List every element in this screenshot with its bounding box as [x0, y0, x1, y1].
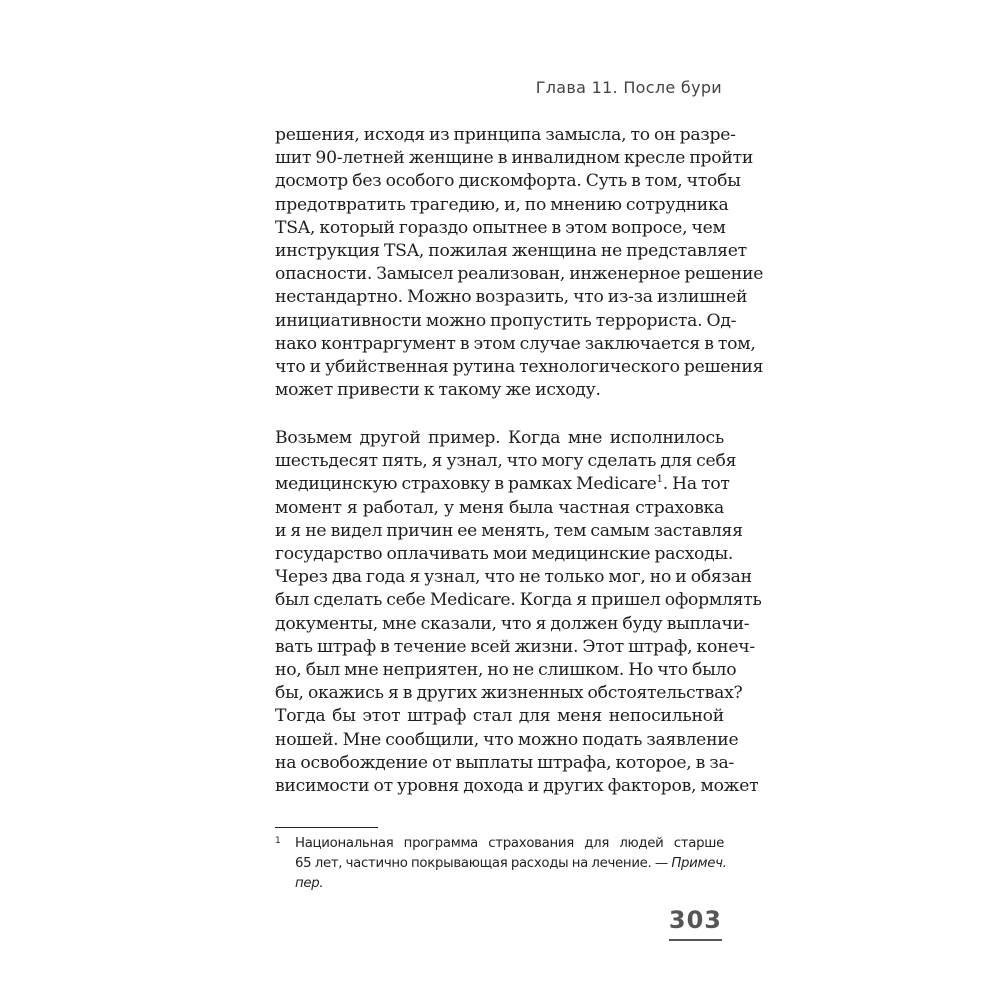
paragraph-line: решения, исходя из принципа замысла, то он разре-	[275, 125, 736, 145]
paragraph-line: инициативности можно пропустить террориста. Од-	[275, 310, 737, 331]
paragraph-line: нако контраргумент в этом случае заключается в том,	[275, 333, 756, 354]
paragraph-line: документы, мне сказали, что я должен буду выплачи-	[275, 613, 750, 634]
footnote-line: Национальная программа страхования для людей старше	[295, 836, 724, 851]
paragraph-line: и я не видел причин ее менять, тем самым заставляя	[275, 520, 743, 541]
footnote-line-with-note	[295, 854, 727, 874]
paragraph-line: Тогда бы этот штраф стал для меня непосильной	[275, 706, 724, 727]
paragraph-line-tail: . На тот	[662, 474, 730, 495]
paragraph-line: момент я работал, у меня была частная страховка	[275, 497, 724, 518]
paragraph-line: Через два года я узнал, что не только мог, но и обязан	[275, 567, 752, 588]
footnote-line	[295, 874, 724, 894]
paragraph-line: предотвратить трагедию, и, по мнению сотрудника	[275, 194, 729, 215]
paragraph-line: нестандартно. Можно возразить, что из-за излишней	[275, 287, 748, 308]
footnote-divider	[275, 827, 378, 828]
paragraph-line: на освобождение от выплаты штрафа, которое, в за-	[275, 752, 734, 773]
paragraph-line: шестьдесят пять, я узнал, что могу сделать для себя	[275, 451, 737, 472]
paragraph-line: был сделать себе Medicare. Когда я пришел оформлять	[275, 590, 762, 611]
paragraph-line: TSA, который гораздо опытнее в этом вопросе, чем	[275, 217, 726, 238]
page-number: 303	[669, 906, 722, 941]
paragraph-line-with-footnote	[275, 473, 730, 496]
paragraph-line: висимости от уровня дохода и других факторов, может	[275, 776, 759, 797]
paragraph-line: вать штраф в течение всей жизни. Этот штраф, конеч-	[275, 636, 755, 657]
footnote-marker: 1	[275, 836, 281, 846]
paragraph-line: Возьмем другой пример. Когда мне исполнилось	[275, 428, 724, 448]
paragraph-line: шит 90-летней женщине в инвалидном кресле пройти	[275, 148, 754, 169]
paragraph-line-text: медицинскую страховку в рамках Medicare	[275, 474, 657, 495]
footnote-reference: 1	[656, 474, 663, 486]
paragraph-line: но, был мне неприятен, но не слишком. Но что было	[275, 660, 737, 681]
running-head: Глава 11. После бури	[535, 78, 722, 97]
paragraph-line: что и убийственная рутина технологического решения	[275, 357, 764, 378]
footnote-body	[295, 834, 727, 894]
paragraph-line: государство оплачивать мои медицинские расходы.	[275, 544, 734, 565]
paragraph-line: ношей. Мне сообщили, что можно подать заявление	[275, 729, 739, 750]
paragraph-2	[275, 427, 762, 798]
footnote-line-text: 65 лет, частично покрывающая расходы на лечение. —	[295, 856, 672, 871]
footnote	[275, 834, 727, 894]
paragraph-1	[275, 124, 764, 402]
paragraph-line: досмотр без особого дискомфорта. Суть в том, чтобы	[275, 171, 741, 192]
translator-note: Примеч.	[671, 856, 727, 871]
paragraph-line: инструкция TSA, пожилая женщина не представляет	[275, 241, 747, 262]
paragraph-line: бы, окажись я в других жизненных обстоятельствах?	[275, 683, 743, 704]
translator-note-end: пер.	[295, 876, 324, 891]
paragraph-line: опасности. Замысел реализован, инженерное решение	[275, 264, 764, 285]
paragraph-line: может привести к такому же исходу.	[275, 380, 601, 401]
